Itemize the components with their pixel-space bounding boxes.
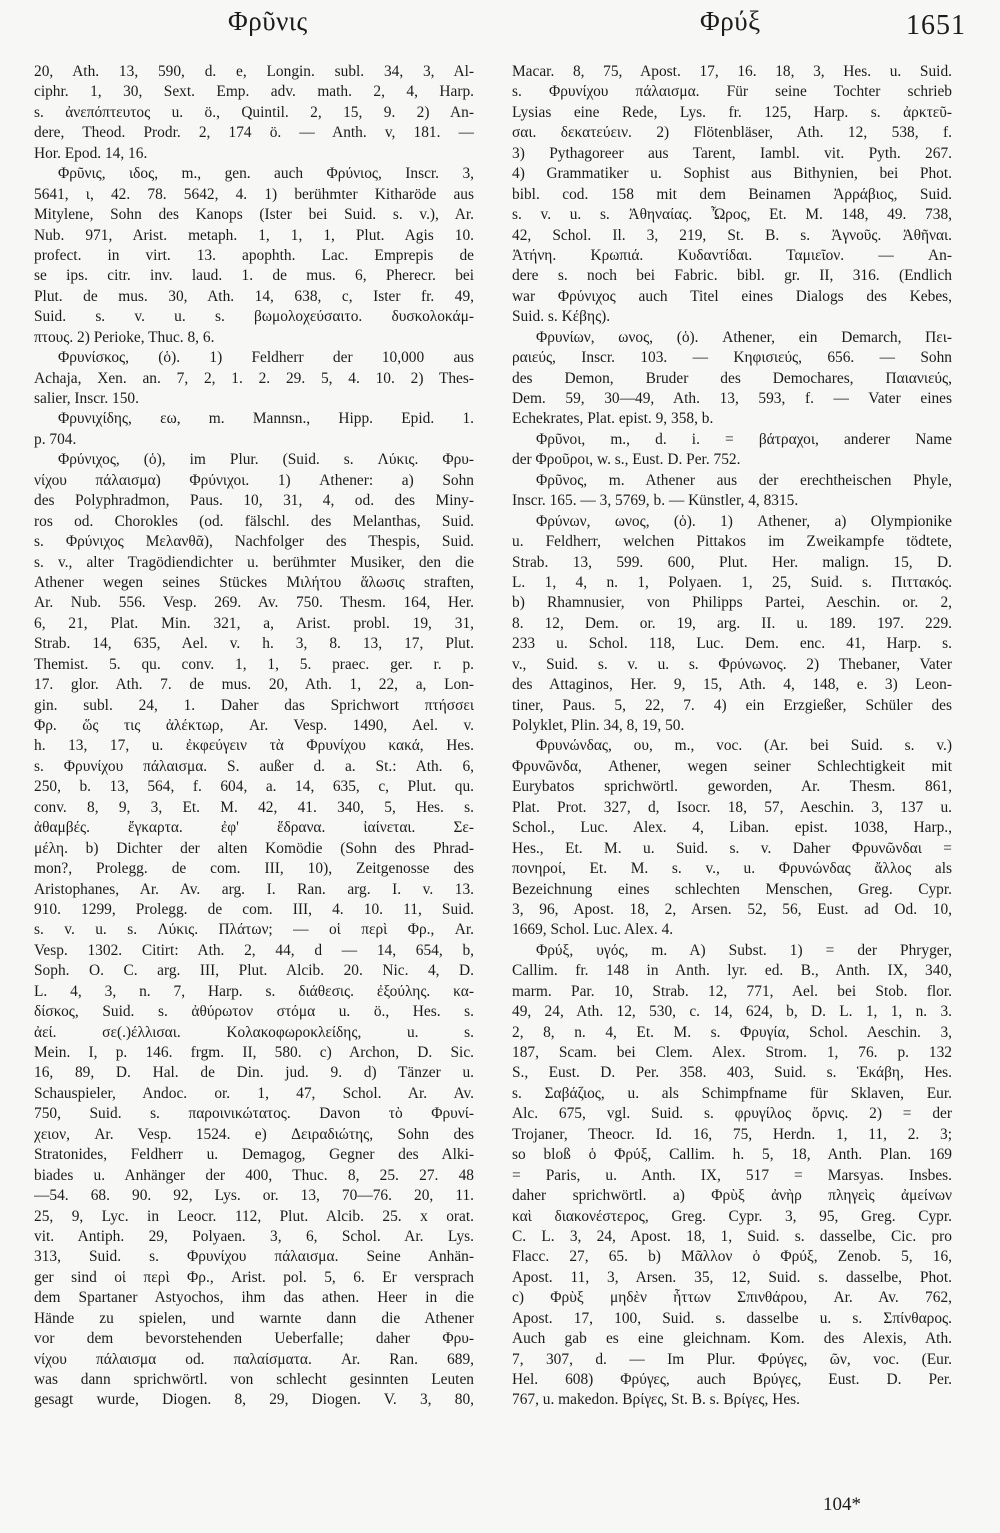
text-line: χειον, Ar. Vesp. 1524. e) Δειραδιώτης, Sohn des (34, 1125, 474, 1143)
text-line: daher sprichwörtl. a) Φρὺξ ἀνὴρ πληγεὶς ἀμείνων (512, 1187, 952, 1205)
text-line: 187, Scam. bei Clem. Alex. Strom. 1, 76. p. 132 (512, 1044, 952, 1061)
text-line: πονηροί, Et. M. s. v., u. Φρυνώνδας ἄλλος als (512, 860, 952, 878)
text-line: Apost. 11, 3, Arsen. 35, 12, Suid. s. dasselbe, Phot. (512, 1268, 952, 1286)
text-line: 6, 21, Plat. Min. 321, a, Arist. probl. 19, 31, (34, 614, 474, 632)
text-line: Vesp. 1302. Citirt: Ath. 2, 44, d — 14, 654, b, (34, 941, 474, 959)
text-line: 4) Grammatiker u. Sophist aus Bithynien, bei Phot. (512, 165, 952, 183)
entry-headline: Φρῦνοι, m., d. i. = βάτραχοι, anderer Name (536, 430, 952, 448)
text-line: 20, Ath. 13, 590, d. e, Longin. subl. 34, 3, Al- (34, 63, 474, 80)
text-line: Nub. 971, Arist. metaph. 1, 1, 1, Plut. Agis 10. (34, 226, 474, 244)
text-line: s. ἀνεπόπτευτος u. ö., Quintil. 2, 15, 9. 2) An- (34, 103, 474, 121)
text-line: σαι. δεκατεύειν. 2) Flötenbläser, Ath. 12, 538, f. (512, 124, 952, 142)
text-line: c) Φρὺξ μηδὲν ἧττων Σπινθάρου, Ar. Av. 762, (512, 1289, 952, 1307)
text-line: bibl. cod. 158 mit dem Beinamen Ἀρράβιος, Suid. (512, 185, 952, 203)
text-line: des Attaginos, Her. 9, 15, Ath. 4, 148, e. 3) Leon- (512, 676, 952, 694)
entry-headline: Φρύξ, υγός, m. A) Subst. 1) = der Phryger, (536, 941, 952, 959)
text-line: 767, u. makedon. Βρίγες, St. B. s. Βρίγες, Hes. (512, 1391, 800, 1409)
text-line: 49, 24, Ath. 12, 530, c. 14, 624, b, D. L. 1, 1, n. 3. (512, 1003, 952, 1021)
text-line: des Polyphradmon, Paus. 10, 31, 4, od. des Miny- (34, 492, 474, 510)
text-line: salier, Inscr. 150. (34, 390, 139, 407)
text-line: Athener wegen seines Stückes Μιλήτου ἅλωσις straften, (34, 573, 474, 591)
text-line: 17. glor. Ath. 7. de mus. 20, Ath. 1, 22, a, Lon- (34, 676, 474, 694)
text-line: 3, 96, Apost. 18, 2, Arsen. 52, 56, Eust. ad Od. 10, (512, 900, 952, 918)
text-line: h. 13, 17, u. ἐκφεύγειν τὰ Φρυνίχου κακά, Hes. (34, 737, 474, 755)
text-line: ἀεί. σε(.)έλλισαι. Κολακοφωροκλείδης, u. s. (34, 1023, 474, 1041)
text-line: Trojaner, Theocr. Id. 16, 75, Herdn. 1, 11, 2. 3; (512, 1125, 952, 1143)
text-line: biades u. Anhänger der 400, Thuc. 8, 25. 27. 48 (34, 1166, 474, 1184)
text-line: 1669, Schol. Luc. Alex. 4. (512, 921, 674, 939)
text-line: Aristophanes, Ar. Av. arg. I. Ran. arg. I. v. 13. (34, 880, 474, 898)
text-line: Plut. de mus. 30, Ath. 14, 638, c, Ister fr. 49, (34, 287, 474, 305)
text-line: se ips. citr. inv. laud. 1. de mus. 6, Pherecr. bei (34, 267, 474, 285)
entry-headline: Φρῦνις, ιδος, m., gen. auch Φρύνιος, Inscr. 3, (58, 165, 474, 183)
text-line: Mein. I, p. 146. frgm. II, 580. c) Archon, D. Sic. (34, 1044, 474, 1061)
text-line: s. Φρυνίχου πάλαισμα. S. außer d. a. St.: Ath. 6, (34, 757, 474, 775)
text-line: L. 4, 3, n. 7, Harp. s. διάθεσις. ἐξούλης. κα- (34, 982, 474, 1000)
entry-headline: Φρυνιχίδης, εω, m. Mannsn., Hipp. Epid. 1. (58, 410, 474, 428)
text-line: ger sind οἱ περὶ Φρ., Arist. pol. 5, 6. Er versprach (34, 1268, 474, 1286)
text-line: Ἀτήνη. Κρωπιά. Κυδαντίδαι. Ταμιεῖον. — An- (512, 246, 952, 264)
text-line: Ar. Nub. 556. Vesp. 269. Av. 750. Thesm. 164, Her. (34, 594, 474, 612)
text-line: 910. 1299, Prolegg. de com. III, 4. 10. 11, Suid. (34, 900, 474, 918)
text-line: Macar. 8, 75, Apost. 17, 16. 18, 3, Hes. u. Suid. (512, 63, 952, 80)
text-line: S., Eust. D. Per. 358. 403, Suid. s. Ἑκάβη, Hes. (512, 1064, 952, 1082)
signature-mark: 104* (823, 1494, 861, 1515)
entry-headline: Φρύνων, ωνος, (ὁ). 1) Athener, a) Olympionike (536, 512, 952, 530)
text-line: dere, Theod. Prodr. 2, 174 ö. — Anth. v, 181. — (34, 124, 474, 142)
text-line: Soph. O. C. arg. III, Plut. Alcib. 20. Nic. 4, D. (34, 962, 474, 980)
text-line: s. Φρύνιχος Μελανθᾶ), Nachfolger des Thespis, Suid. (34, 533, 474, 551)
text-line: des Demon, Bruder des Demochares, Παιανιεύς, (512, 369, 952, 387)
text-line: Φρυνῶνδα, Athener, wegen seiner Schlechtigkeit mit (512, 757, 952, 775)
text-line: ἀθαμβές. ἔγκαρτα. ἐφ' ἕδρανα. ἰαίνεται. Σε- (34, 819, 474, 837)
text-line: war Φρύνιχος auch Titel eines Dialogs des Kebes, (512, 287, 952, 305)
text-line: 313, Suid. s. Φρυνίχου πάλαισμα. Seine Anhän- (34, 1248, 474, 1266)
text-line: Hände zu spielen, und warnte dann die Athener (34, 1309, 474, 1327)
text-line: 16, 89, D. Hal. de Din. jud. 9. d) Tänzer u. (34, 1064, 474, 1082)
text-line: ραιεύς, Inscr. 103. — Κηφισιεύς, 656. — Sohn (512, 349, 952, 367)
text-line: Callim. fr. 148 in Anth. lyr. ed. B., Anth. IX, 340, (512, 962, 952, 980)
text-line: 7, 307, d. — Im Plur. Φρύγες, ῶν, voc. (Eur. (512, 1350, 952, 1368)
text-line: νίχου πάλαισμα) Φρύνιχοι. 1) Athener: a) Sohn (34, 471, 474, 489)
entry-headline: Φρῦνος, m. Athener aus der erechtheischen Phyle, (536, 471, 952, 489)
text-line: ciphr. 1, 30, Sext. Emp. adv. math. 2, 4, Harp. (34, 83, 474, 101)
text-line: Stratonides, Feldherr u. Demagog, Gegner des Alki- (34, 1146, 474, 1164)
text-line: v., Suid. s. v. u. s. Φρύνωνος. 2) Thebaner, Vater (512, 655, 952, 673)
running-head-right: Φρύξ (700, 6, 761, 36)
text-line: b) Rhamnusier, von Philipps Partei, Aeschin. or. 2, (512, 594, 952, 612)
text-line: 42, Schol. Il. 3, 219, St. B. s. Ἀγνοῦς. Ἀθῆναι. (512, 226, 952, 244)
text-line: Mitylene, Sohn des Kanops (Ister bei Suid. s. v.), Ar. (34, 206, 474, 224)
text-line: Bezeichnung eines schlechten Menschen, Greg. Cypr. (512, 880, 952, 898)
text-line: Suid. s. v. u. s. βωμολοχεύσαιτο. δυσκολοκάμ- (34, 308, 474, 326)
text-line: Echekrates, Plat. epist. 9, 358, b. (512, 410, 714, 428)
text-line: p. 704. (34, 430, 77, 448)
text-line: Alc. 675, vgl. Suid. s. φρυγίλος ὄρνις. 2) = der (512, 1105, 952, 1123)
text-line: profect. in virt. 13. apophth. Lac. Emprepis de (34, 246, 474, 264)
entry-headline: Φρυνίων, ωνος, (ὁ). Athener, ein Demarch, Πει- (536, 328, 952, 346)
left-column (34, 62, 474, 1411)
text-line: gin. subl. 24, 1. Daher das Sprichwort πτήσσει (34, 696, 474, 714)
text-line: s. v. u. s. Λύκις. Πλάτων; — οἱ περὶ Φρ., Ar. (34, 921, 474, 939)
text-line: C. L. 3, 24, Apost. 18, 1, Suid. s. dasselbe, Cic. pro (512, 1227, 952, 1245)
text-line: Suid. s. Κέβης). (512, 308, 611, 326)
text-line: dem Spartaner Astyochos, ihm das athen. Heer in die (34, 1289, 474, 1307)
text-line: Achaja, Xen. an. 7, 2, 1. 2. 29. 5, 4. 10. 2) Thes- (34, 369, 474, 387)
text-line: mon?, Prolegg. de com. III, 10), Zeitgenosse des (34, 860, 474, 878)
text-line: Hor. Epod. 14, 16. (34, 144, 148, 162)
text-line: Hel. 608) Φρύγες, auch Βρύγες, Eust. D. Per. (512, 1371, 952, 1388)
text-line: gesagt wurde, Diogen. 8, 29, Diogen. V. 3, 80, (34, 1391, 474, 1409)
text-line: dere s. noch bei Fabric. bibl. gr. II, 316. (Endlich (512, 267, 952, 285)
text-line: vor dem bevorstehenden Ueberfalle; daher Φρυ- (34, 1330, 474, 1348)
text-line: conv. 8, 9, 3, Et. M. 42, 41. 340, 5, Hes. s. (34, 798, 474, 816)
text-line: 3) Pythagoreer aus Tarent, Iambl. vit. Pyth. 267. (512, 144, 952, 162)
text-line: 8. 12, Dem. or. 19, arg. II. u. 189. 197. 229. (512, 614, 952, 632)
text-line: 233 u. Schol. 118, Luc. Dem. enc. 41, Harp. s. (512, 635, 952, 653)
text-line: was dann sprichwörtl. von schlecht gesinnten Leuten (34, 1371, 474, 1388)
text-line: Auch gab es eine gleichnam. Kom. des Alexis, Ath. (512, 1330, 952, 1348)
text-line: Lysias eine Rede, Lys. fr. 125, Harp. s. ἀρκτεῦ- (512, 103, 952, 121)
text-line: 750, Suid. s. παροινικώτατος. Davon τὸ Φρυνί- (34, 1105, 474, 1123)
text-line: 250, b. 13, 564, f. 604, a. 14, 635, c, Plut. qu. (34, 778, 474, 796)
running-head-left: Φρῦνις (228, 6, 308, 36)
text-line: u. Feldherr, welchen Pittakos im Zweikampfe tödtete, (512, 533, 952, 551)
page-number: 1651 (906, 10, 966, 41)
entry-headline: Φρύνιχος, (ὁ), im Plur. (Suid. s. Λύκις. Φρυ- (58, 451, 474, 469)
text-line: Strab. 14, 635, Ael. v. h. 3, 8. 13, 17, Plut. (34, 635, 474, 653)
text-line: s. Σαβάζιος, u. als Schimpfname für Sklaven, Eur. (512, 1084, 952, 1102)
text-line: Themist. 5. qu. conv. 1, 1, 5. praec. ger. r. p. (34, 655, 474, 673)
text-line: der Φροῦροι, w. s., Eust. D. Per. 752. (512, 451, 741, 469)
text-line: Apost. 17, 100, Suid. s. dasselbe u. s. Σπίνθαρος. (512, 1309, 952, 1327)
text-line: so bloß ὁ Φρύξ, Callim. h. 5, 18, Anth. Plan. 169 (512, 1146, 952, 1164)
text-line: δίσκος, Suid. s. ἀθύρωτον στόμα u. ö., Hes. s. (34, 1003, 474, 1021)
text-line: 5641, ι, 42. 78. 5642, 4. 1) berühmter Kitharöde aus (34, 185, 474, 203)
text-line: 25, 9, Lyc. in Leocr. 112, Plut. Alcib. 25. x orat. (34, 1207, 474, 1225)
text-line: Dem. 59, 30—49, Ath. 13, 593, f. — Vater eines (512, 390, 952, 407)
text-line: νίχου πάλαισμα od. παλαίσματα. Ar. Ran. 689, (34, 1350, 474, 1368)
text-line: Polyklet, Plin. 34, 8, 19, 50. (512, 717, 685, 734)
text-line: καὶ διακονέστερος, Greg. Cypr. 3, 95, Greg. Cypr. (512, 1207, 952, 1225)
text-line: Φρ. ὥς τις ἀλέκτωρ, Ar. Vesp. 1490, Ael. v. (34, 717, 474, 734)
text-line: Plat. Prot. 327, d, Isocr. 18, 57, Aeschin. 3, 137 u. (512, 798, 952, 816)
text-line: Strab. 13, 599. 600, Plut. Her. malign. 15, D. (512, 553, 952, 571)
text-line: πτους. 2) Perioke, Thuc. 8, 6. (34, 328, 215, 346)
text-line: Schol., Luc. Alex. 4, Liban. epist. 1038, Harp., (512, 819, 952, 837)
text-line: ros od. Chorokles (od. fälschl. des Melanthas, Suid. (34, 512, 474, 530)
text-line: s. Φρυνίχου πάλαισμα. Für seine Tochter schrieb (512, 83, 952, 101)
text-line: Flacc. 27, 65. b) Μᾶλλον ὁ Φρύξ, Zenob. 5, 16, (512, 1248, 952, 1266)
text-line: s. v. u. s. Ἀθηναίας. Ὦρος, Et. M. 148, 49. 738, (512, 206, 952, 224)
text-line: Eurybatos sprichwörtl. geworden, Ar. Thesm. 861, (512, 778, 952, 796)
text-line: L. 1, 4, n. 1, Polyaen. 1, 25, Suid. s. Πιττακός. (512, 573, 952, 591)
text-line: —54. 68. 90. 92, Lys. or. 13, 70—76. 20, 11. (34, 1187, 474, 1205)
text-line: 2, 8, n. 4, Et. M. s. Φρυγία, Schol. Aeschin. 3, (512, 1023, 952, 1041)
text-line: s. v., alter Tragödiendichter u. berühmter Musiker, den die (34, 553, 474, 571)
text-line: Inscr. 165. — 3, 5769, b. — Künstler, 4, 8315. (512, 492, 799, 510)
text-line: μέλη. b) Dichter der alten Komödie (Sohn des Phrad- (34, 839, 474, 857)
text-line: marm. Par. 10, Strab. 12, 771, Ael. bei Stob. flor. (512, 982, 952, 1000)
entry-headline: Φρυνώνδας, ου, m., voc. (Ar. bei Suid. s. v.) (536, 737, 952, 755)
text-line: vit. Antiph. 29, Polyaen. 3, 6, Schol. Ar. Lys. (34, 1227, 474, 1245)
right-column (512, 62, 952, 1411)
text-line: = Paris, u. Anth. IX, 517 = Marsyas. Insbes. (512, 1166, 952, 1184)
text-line: Hes., Et. M. u. Suid. s. v. Daher Φρυνῶνδαι = (512, 839, 952, 857)
text-line: tiner, Paus. 5, 22, 7. 4) ein Erzgießer, Schüler des (512, 696, 952, 714)
entry-headline: Φρυνίσκος, (ὁ). 1) Feldherr der 10,000 aus (58, 349, 474, 367)
text-line: Schauspieler, Andoc. or. 1, 47, Schol. Ar. Av. (34, 1084, 474, 1102)
